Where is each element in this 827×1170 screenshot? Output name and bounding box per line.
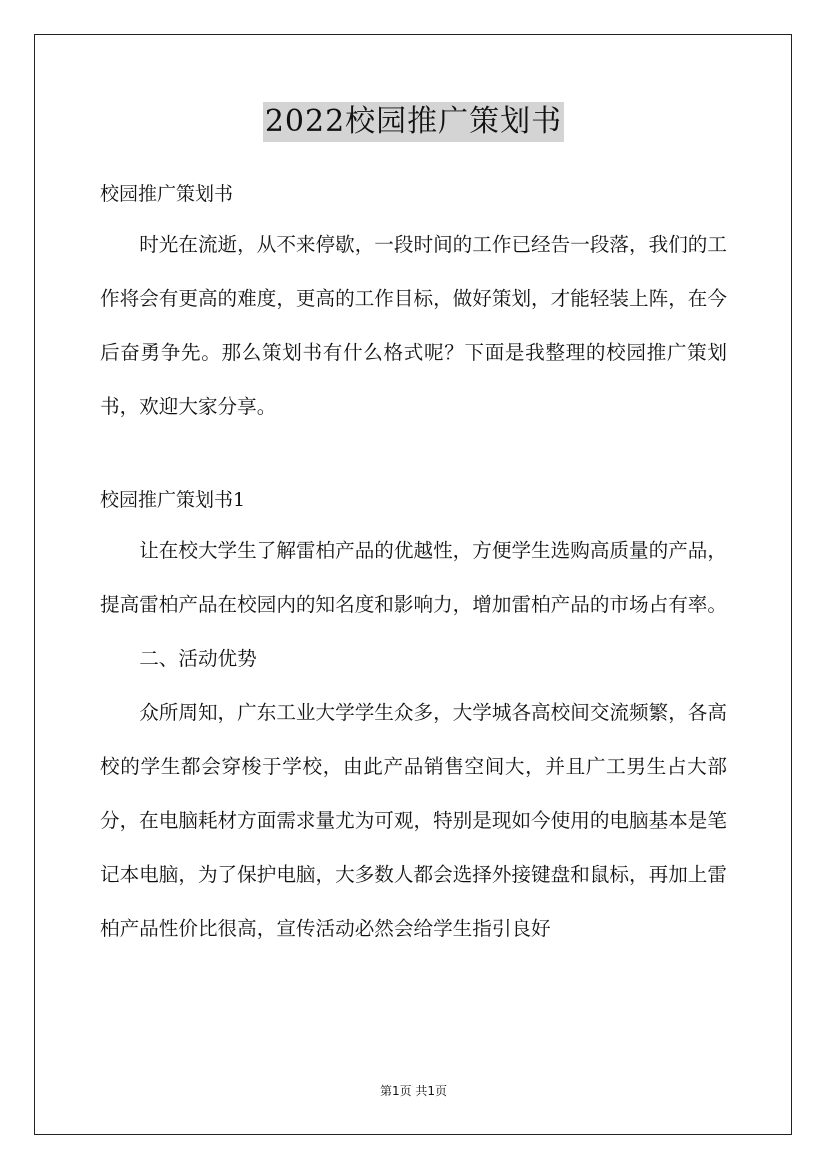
intro-paragraph: 时光在流逝，从不来停歇，一段时间的工作已经告一段落，我们的工作将会有更高的难度，更高的工作目标，做好策划，才能轻装上阵，在今后奋勇争先。那么策划书有什么格式呢？下面是我整理的校园推广策划书，欢迎大家分享。 <box>100 233 727 418</box>
document-body <box>100 170 727 956</box>
section-heading: 校园推广策划书1 <box>100 489 246 511</box>
section-subheading: 二、活动优势 <box>139 647 257 670</box>
title-container <box>0 102 827 142</box>
document-title: 2022校园推广策划书 <box>263 102 564 142</box>
section-paragraph-2: 众所周知，广东工业大学学生众多，大学城各高校间交流频繁，各高校的学生都会穿梭于学校，由此产品销售空间大，并且广工男生占大部分，在电脑耗材方面需求量尤为可观，特别是现如今使用的电脑基本是笔记本电脑，为了保护电脑，大多数人都会选择外接键盘和鼠标，再加上雷柏产品性价比很高，宣传活动必然会给学生指引良好 <box>100 701 727 940</box>
section-paragraph-1: 让在校大学生了解雷柏产品的优越性，方便学生选购高质量的产品，提高雷柏产品在校园内的知名度和影响力，增加雷柏产品的市场占有率。 <box>100 539 727 616</box>
document-subtitle: 校园推广策划书 <box>100 183 234 205</box>
page-footer: 第1页 共1页 <box>379 1084 448 1098</box>
paragraph-spacer <box>100 434 727 476</box>
